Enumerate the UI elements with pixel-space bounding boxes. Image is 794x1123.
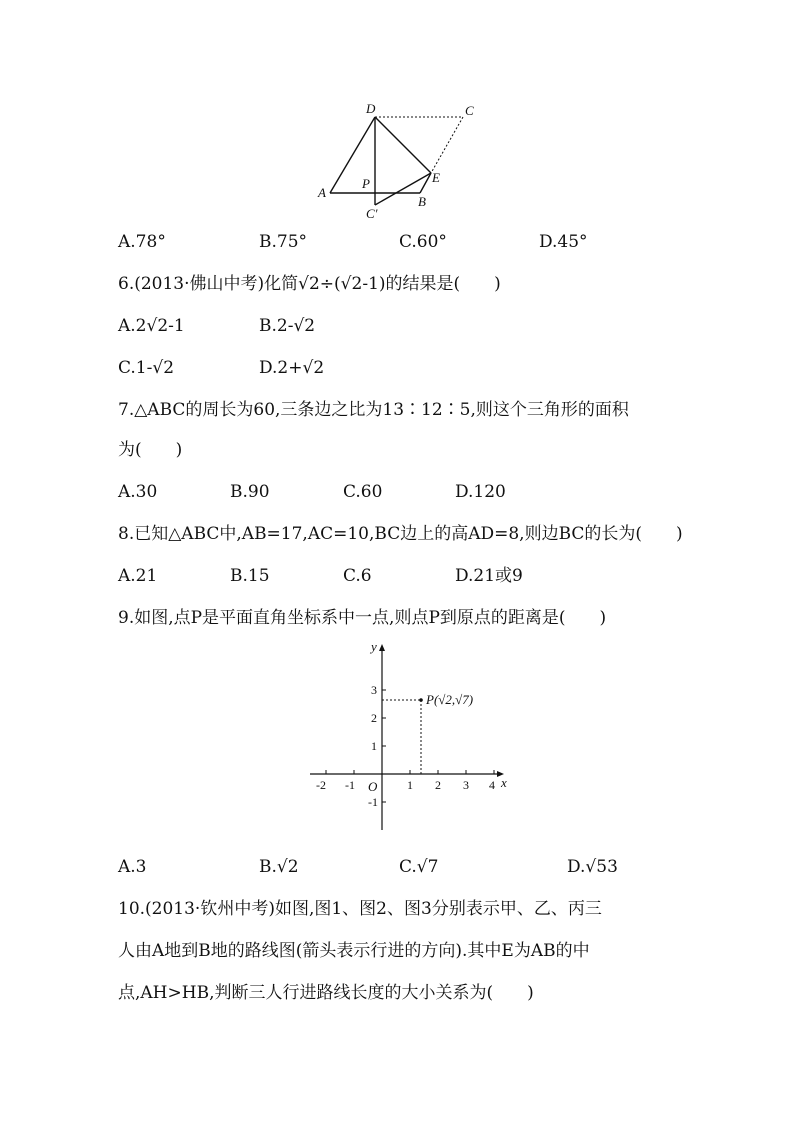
coordinate-plane-figure: [0, 636, 794, 846]
q7-option-c[interactable]: C.60: [343, 482, 383, 502]
label-c-prime: C′: [366, 206, 378, 221]
point-p: [419, 698, 423, 702]
x-tick-label: 4: [489, 778, 495, 792]
q5-option-d[interactable]: D.45°: [539, 232, 588, 252]
q6-option-d[interactable]: D.2+√2: [259, 358, 325, 378]
q10-line2: 人由A地到B地的路线图(箭头表示行进的方向).其中E为AB的中: [118, 941, 590, 961]
x-tick-label: 1: [407, 778, 413, 792]
q8-option-a[interactable]: A.21: [118, 566, 158, 586]
origin-label: O: [368, 779, 378, 794]
q9-stem: 9.如图,点P是平面直角坐标系中一点,则点P到原点的距离是( ): [118, 608, 607, 628]
label-c: C: [465, 103, 474, 118]
label-e: E: [432, 170, 440, 185]
point-p-label: P(√2,√7): [426, 692, 474, 707]
y-tick-label: -1: [368, 795, 378, 809]
q10-line3: 点,AH>HB,判断三人行进路线长度的大小关系为( ): [118, 983, 534, 1003]
y-tick-label: 2: [371, 711, 377, 725]
q7-stem-line1: 7.△ABC的周长为60,三条边之比为13∶12∶5,则这个三角形的面积: [118, 400, 629, 420]
q7-option-b[interactable]: B.90: [230, 482, 270, 502]
q7-stem-line2: 为( ): [118, 440, 183, 460]
edge-de: [375, 117, 431, 173]
q10-line1: 10.(2013·钦州中考)如图,图1、图2、图3分别表示甲、乙、丙三: [118, 899, 602, 919]
q8-option-c[interactable]: C.6: [343, 566, 372, 586]
q6-option-a[interactable]: A.2√2-1: [118, 316, 185, 336]
dotted-edge-ce: [431, 117, 463, 173]
q8-option-b[interactable]: B.15: [230, 566, 270, 586]
q9-option-b[interactable]: B.√2: [259, 857, 299, 877]
y-tick-label: 1: [371, 739, 377, 753]
q5-option-b[interactable]: B.75°: [259, 232, 308, 252]
q5-option-c[interactable]: C.60°: [399, 232, 447, 252]
q9-option-d[interactable]: D.√53: [567, 857, 618, 877]
label-p: P: [362, 176, 370, 191]
x-tick-label: -1: [345, 778, 355, 792]
q5-option-a[interactable]: A.78°: [118, 232, 166, 252]
y-axis-arrow: [379, 644, 385, 651]
x-tick-label: 3: [463, 778, 469, 792]
q9-option-c[interactable]: C.√7: [399, 857, 439, 877]
y-axis-label: y: [371, 639, 377, 654]
y-tick-label: 3: [371, 683, 377, 697]
label-b: B: [418, 194, 426, 209]
q9-option-a[interactable]: A.3: [118, 857, 147, 877]
q7-option-a[interactable]: A.30: [118, 482, 158, 502]
q7-option-d[interactable]: D.120: [455, 482, 506, 502]
x-axis-label: x: [501, 775, 507, 790]
q8-option-d[interactable]: D.21或9: [455, 566, 523, 586]
q6-option-b[interactable]: B.2-√2: [259, 316, 316, 336]
q8-stem: 8.已知△ABC中,AB=17,AC=10,BC边上的高AD=8,则边BC的长为( ): [118, 524, 683, 544]
x-tick-label: 2: [435, 778, 441, 792]
label-a: A: [318, 185, 326, 200]
label-d: D: [366, 101, 376, 116]
q6-stem: 6.(2013·佛山中考)化简√2÷(√2-1)的结果是( ): [118, 274, 501, 294]
x-tick-label: -2: [316, 778, 326, 792]
q6-option-c[interactable]: C.1-√2: [118, 358, 175, 378]
